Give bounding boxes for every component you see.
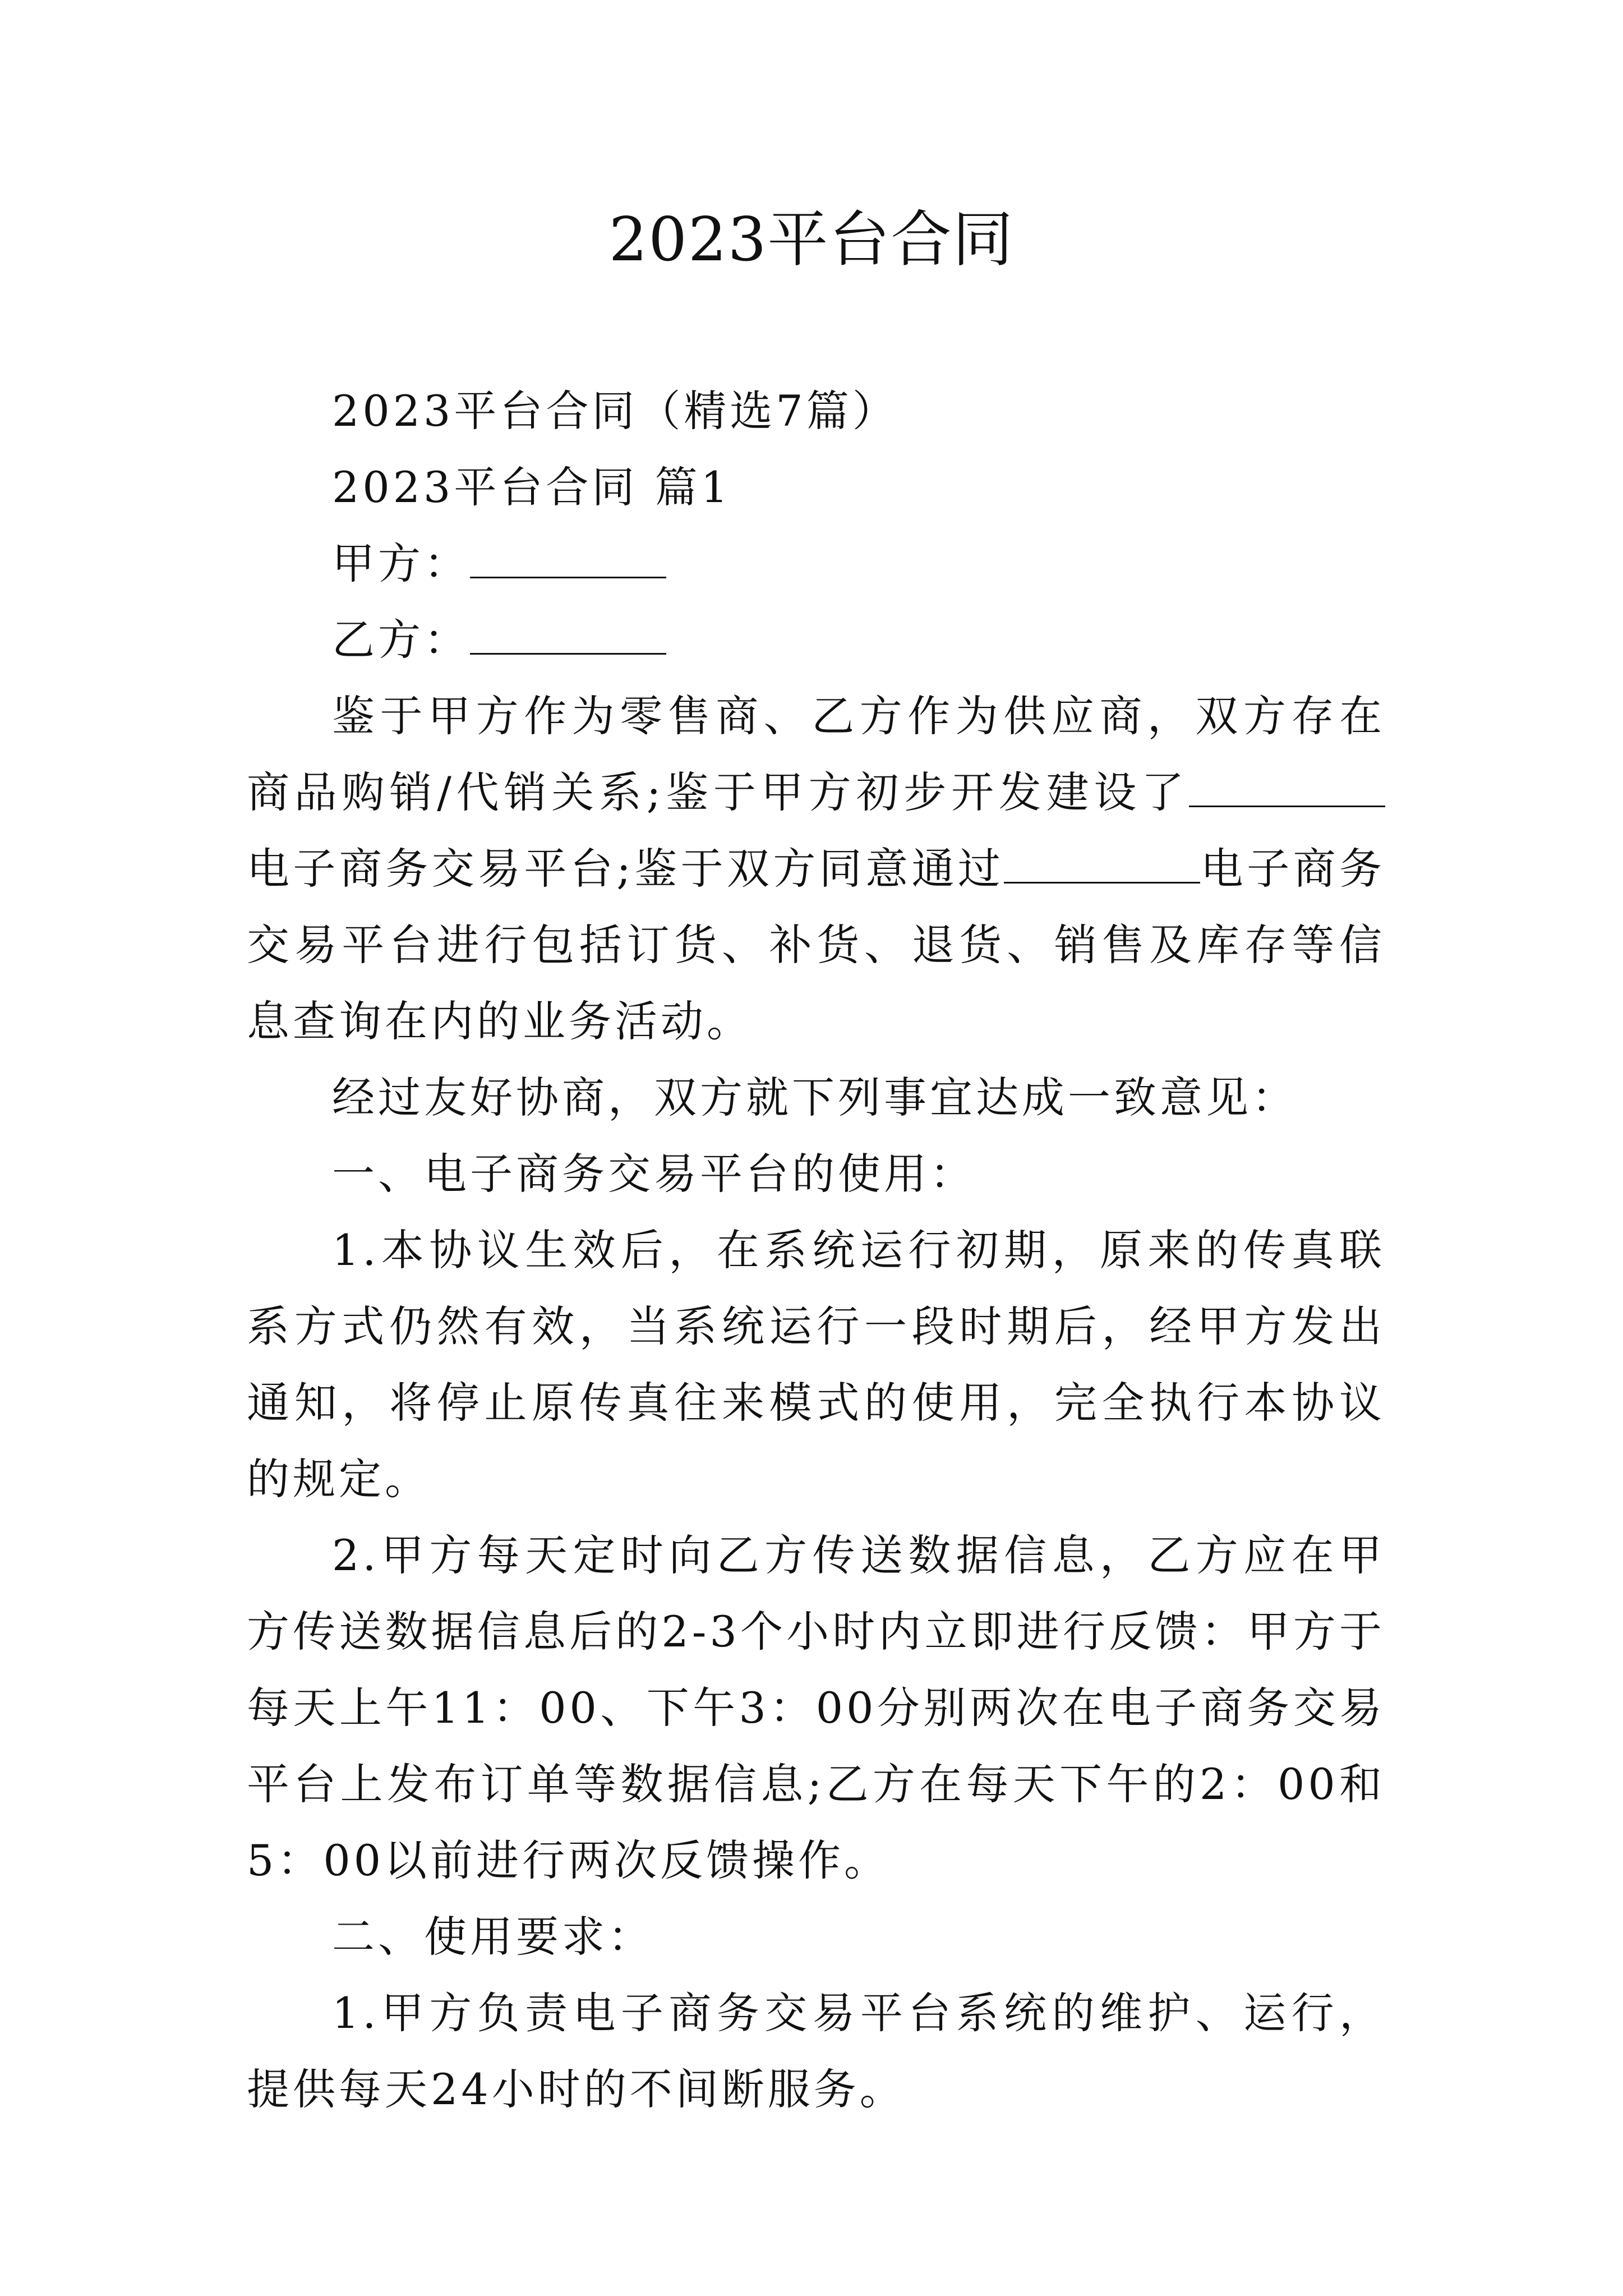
clause-1-1: 1.本协议生效后，在系统运行初期，原来的传真联系方式仍然有效，当系统运行一段时期后，经甲方发出通知，将停止原传真往来模式的使用，完全执行本协议的规定。 — [247, 1225, 1385, 1504]
document-subtitle: 2023平台合同（精选7篇） — [332, 386, 898, 436]
document-title: 2023平台合同 — [608, 205, 1015, 275]
heading-usage-requirements: 二、使用要求： — [332, 1912, 654, 1962]
clause-2-1: 1.甲方负责电子商务交易平台系统的维护、运行，提供每天24小时的不间断服务。 — [247, 1988, 1385, 2114]
party-b-label: 乙方： — [332, 615, 470, 665]
recital-paragraph — [247, 678, 1385, 1060]
document-body — [247, 373, 1385, 2128]
party-b-line — [247, 602, 1385, 678]
recital-text-2: 电子商务交易平台;鉴于双方同意通过 — [247, 844, 1004, 894]
party-b-blank — [470, 618, 666, 655]
agreement-paragraph: 经过友好协商，双方就下列事宜达成一致意见： — [332, 1073, 1298, 1122]
recital-text-3: 电子商务交易平台进行包括订货、补货、退货、销售及库存等信息查询在内的业务活动。 — [247, 844, 1386, 1046]
platform-name-blank-1 — [1189, 771, 1385, 807]
heading-platform-use: 一、电子商务交易平台的使用： — [332, 1149, 976, 1199]
party-a-blank — [470, 542, 666, 578]
party-a-label: 甲方： — [332, 539, 470, 588]
platform-name-blank-2 — [1004, 847, 1200, 884]
section-heading: 2023平台合同 篇1 — [332, 462, 731, 512]
recital-text-1: 鉴于甲方作为零售商、乙方作为供应商，双方存在商品购销/代销关系;鉴于甲方初步开发建设了 — [247, 691, 1385, 817]
clause-1-2: 2.甲方每天定时向乙方传送数据信息，乙方应在甲方传送数据信息后的2-3个小时内立即进行反馈：甲方于每天上午11：00、下午3：00分别两次在电子商务交易平台上发布订单等数据信息;乙方在每天下午的2：00和5：00以前进行两次反馈操作。 — [247, 1530, 1385, 1885]
party-a-line — [247, 526, 1385, 602]
